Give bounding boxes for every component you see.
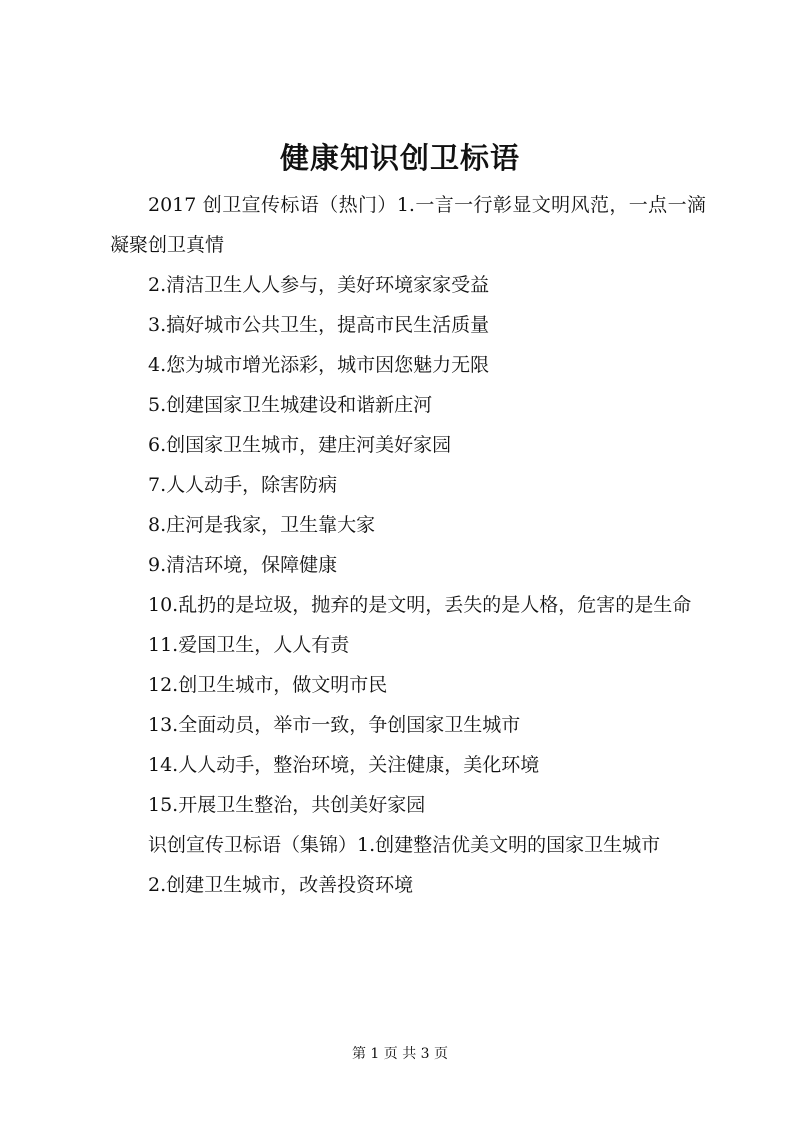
- paragraph-16: 识创宣传卫标语（集锦）1.创建整洁优美文明的国家卫生城市: [148, 834, 661, 856]
- paragraph-6: 6.创国家卫生城市，建庄河美好家园: [148, 434, 452, 456]
- paragraph-11: 11.爱国卫生，人人有责: [148, 634, 350, 656]
- paragraph-14: 14.人人动手，整治环境，关注健康，美化环境: [148, 754, 540, 776]
- paragraph-8: 8.庄河是我家，卫生靠大家: [148, 514, 376, 536]
- paragraph-7: 7.人人动手，除害防病: [148, 474, 338, 496]
- document-body: [110, 185, 706, 905]
- paragraph-15: 15.开展卫生整治，共创美好家园: [148, 794, 426, 816]
- paragraph-10: 10.乱扔的是垃圾，抛弃的是文明，丢失的是人格，危害的是生命: [148, 594, 692, 616]
- paragraph-13: 13.全面动员，举市一致，争创国家卫生城市: [148, 714, 521, 736]
- paragraph-4: 4.您为城市增光添彩，城市因您魅力无限: [148, 354, 490, 376]
- paragraph-12: 12.创卫生城市，做文明市民: [148, 674, 388, 696]
- paragraph-1: 2017 创卫宣传标语（热门）1.一言一行彰显文明风范，一点一滴凝聚创卫真情: [110, 194, 706, 256]
- page-footer: 第 1 页 共 3 页: [351, 1046, 449, 1062]
- paragraph-2: 2.清洁卫生人人参与，美好环境家家受益: [148, 274, 490, 296]
- paragraph-9: 9.清洁环境，保障健康: [148, 554, 338, 576]
- paragraph-3: 3.搞好城市公共卫生，提高市民生活质量: [148, 314, 490, 336]
- paragraph-17: 2.创建卫生城市，改善投资环境: [148, 874, 414, 896]
- paragraph-5: 5.创建国家卫生城建设和谐新庄河: [148, 394, 433, 416]
- document-title: 健康知识创卫标语: [279, 141, 520, 175]
